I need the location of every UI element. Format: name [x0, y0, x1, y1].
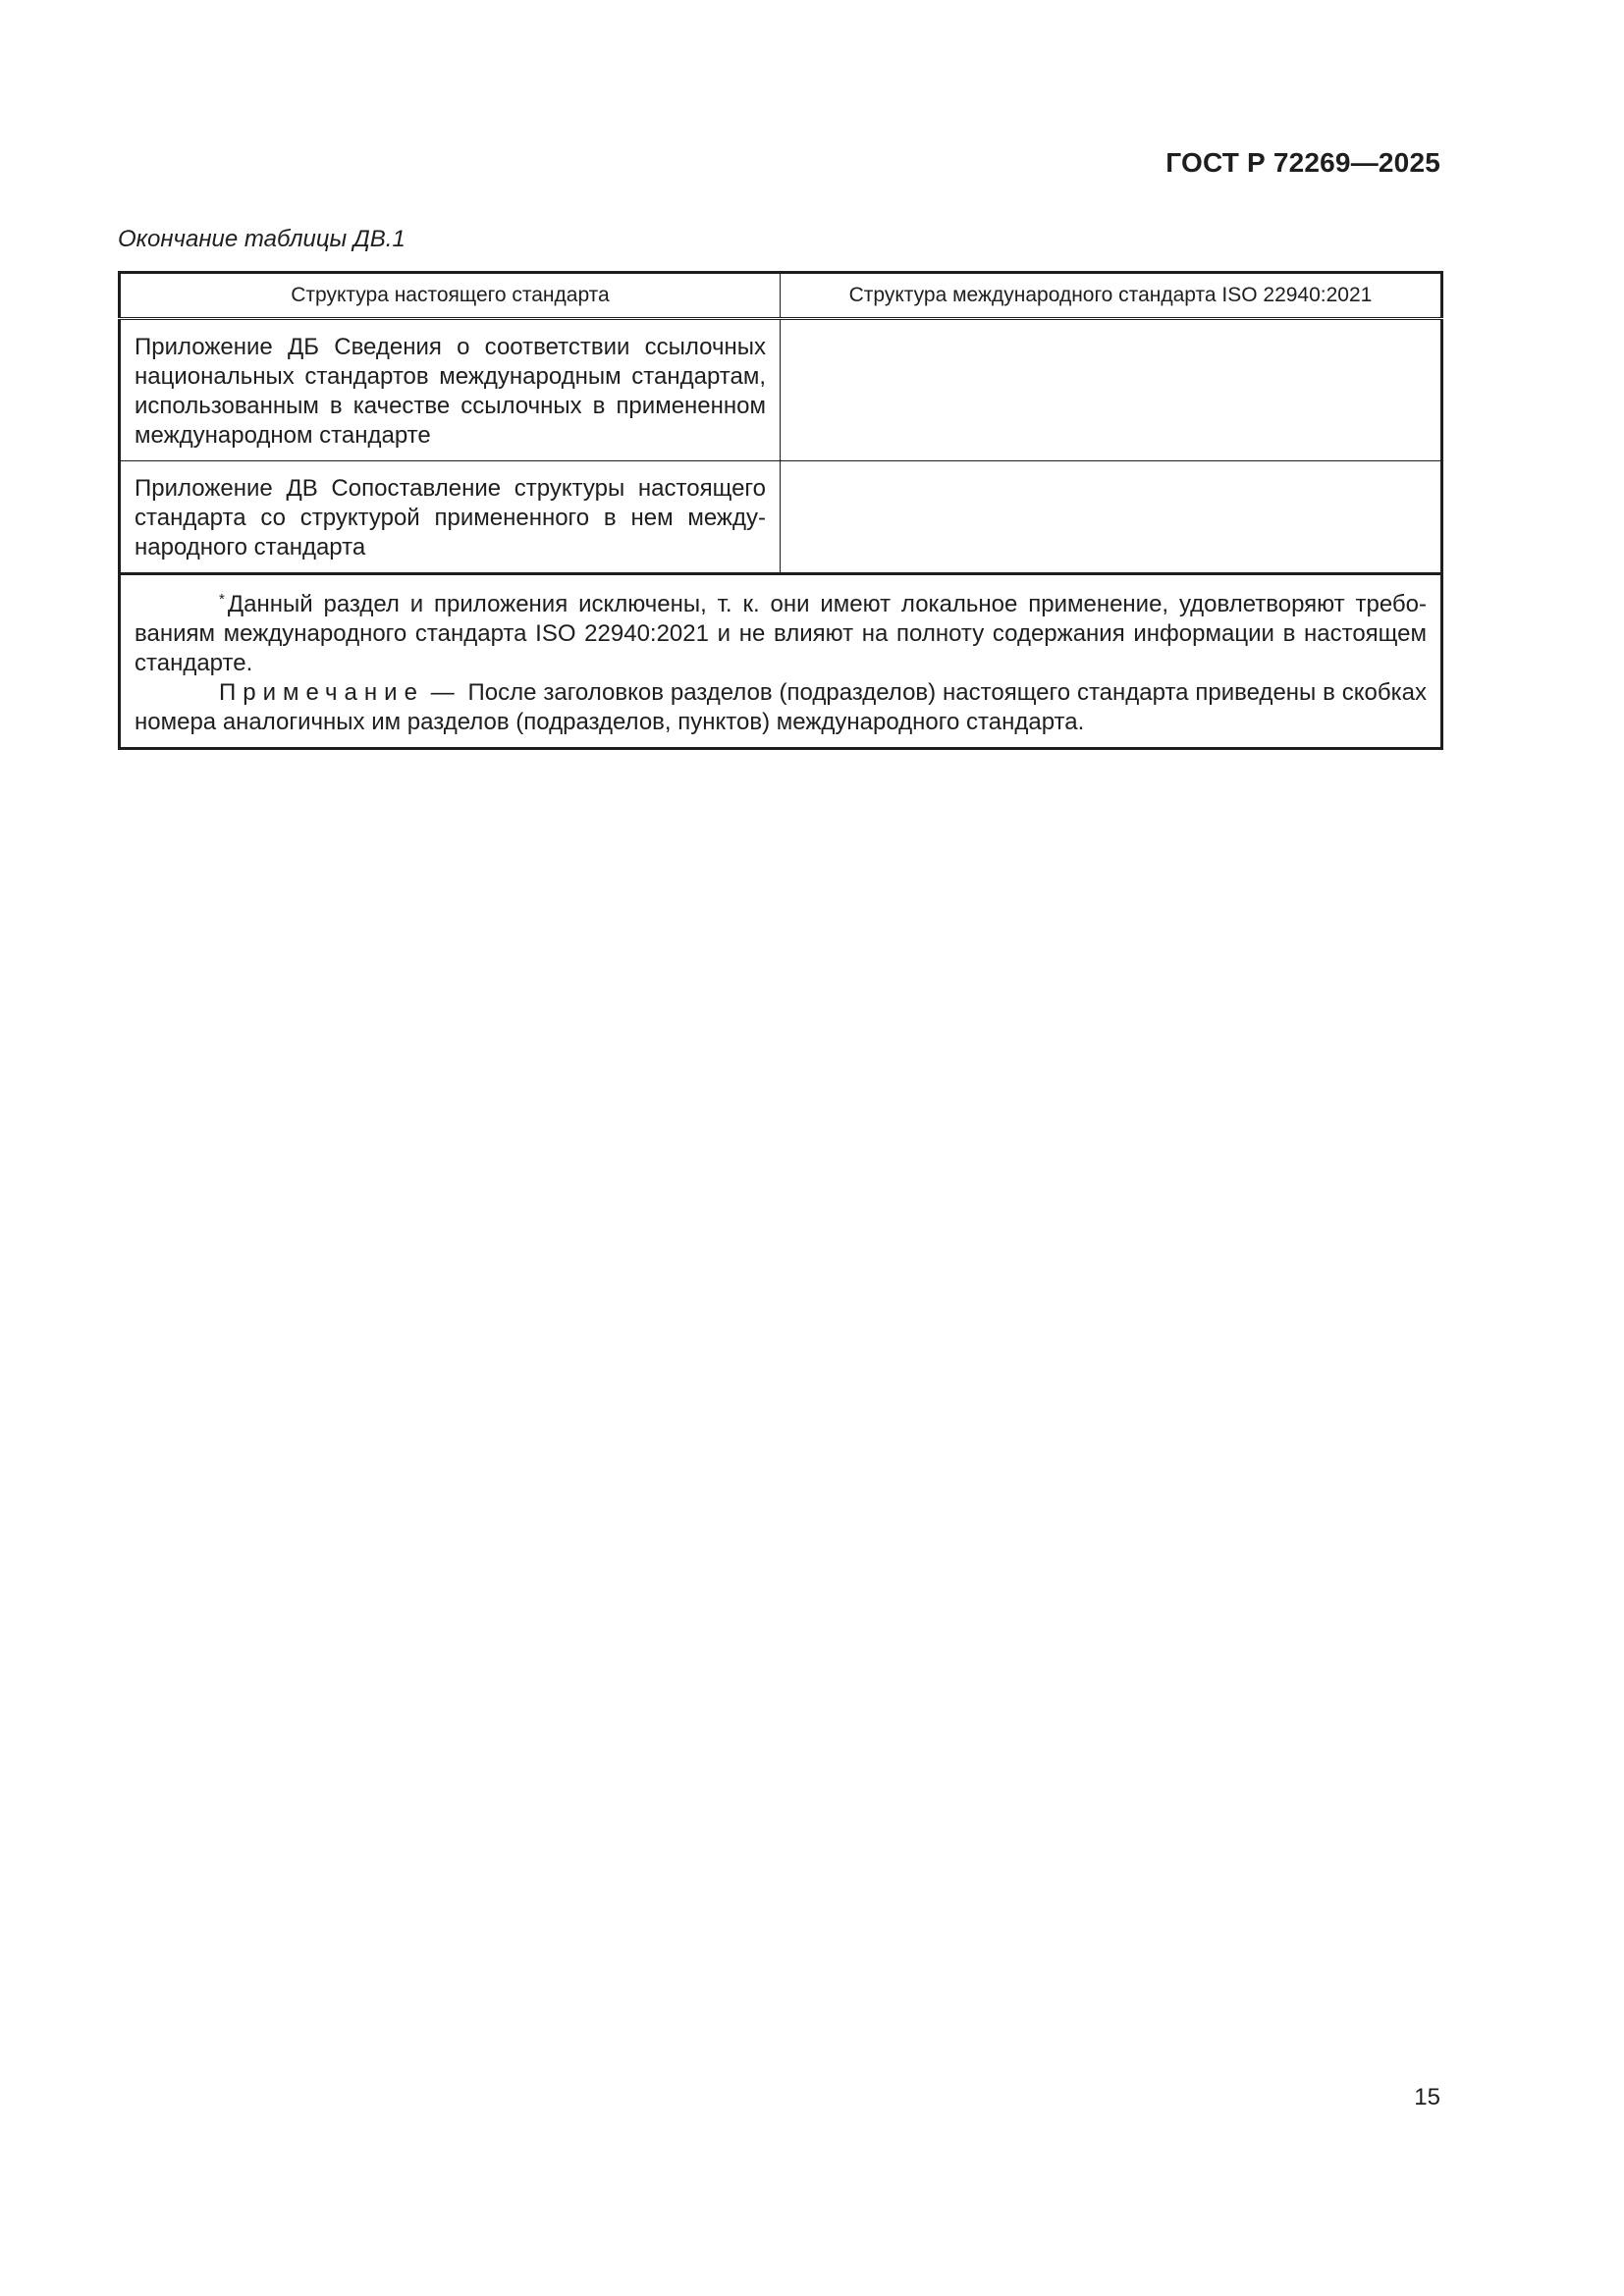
structure-comparison-table	[118, 271, 1443, 750]
table-caption: Окончание таблицы ДВ.1	[118, 226, 406, 252]
page-number: 15	[1414, 2084, 1440, 2110]
note	[135, 678, 1427, 737]
note-dash: —	[430, 679, 455, 706]
table-footer-row	[120, 574, 1442, 749]
note-text: После заголовков разделов (подразделов) настоящего стандарта приведены в скобках номера аналогичных им разделов (подразделов, пунктов) международного стандарта.	[135, 679, 1428, 735]
note-label: Примечание	[219, 679, 424, 706]
table-row	[120, 319, 1442, 461]
column-header-national: Структура настоящего стандарта	[120, 273, 781, 319]
column-header-international: Структура международного стандарта ISO 22940:2021	[781, 273, 1442, 319]
footnote-text: Данный раздел и приложения исключены, т. к. они имеют локальное применение, удовлетворяют требованиям международного стандарта ISO 22940:2021 и не влияют на полноту содержания информации в настоящем стандарте.	[135, 591, 1427, 676]
table-row	[120, 461, 1442, 574]
table-notes-cell	[120, 574, 1442, 749]
footnote	[135, 585, 1427, 678]
table-header-row	[120, 273, 1442, 319]
table-cell-national: Приложение ДБ Сведения о соответствии ссылочных национальных стандартов международным стандартам, использованным в качестве ссылочных в примененном международном стандарте	[120, 319, 781, 461]
table-cell-national: Приложение ДВ Сопоставление структуры настоящего стандарта со структурой примененного в нем международного стандарта	[120, 461, 781, 574]
document-id: ГОСТ Р 72269—2025	[1165, 147, 1440, 178]
footnote-marker: *	[219, 591, 225, 608]
table-cell-international	[781, 461, 1442, 574]
structure-table-container	[118, 271, 1440, 750]
table-cell-international	[781, 319, 1442, 461]
